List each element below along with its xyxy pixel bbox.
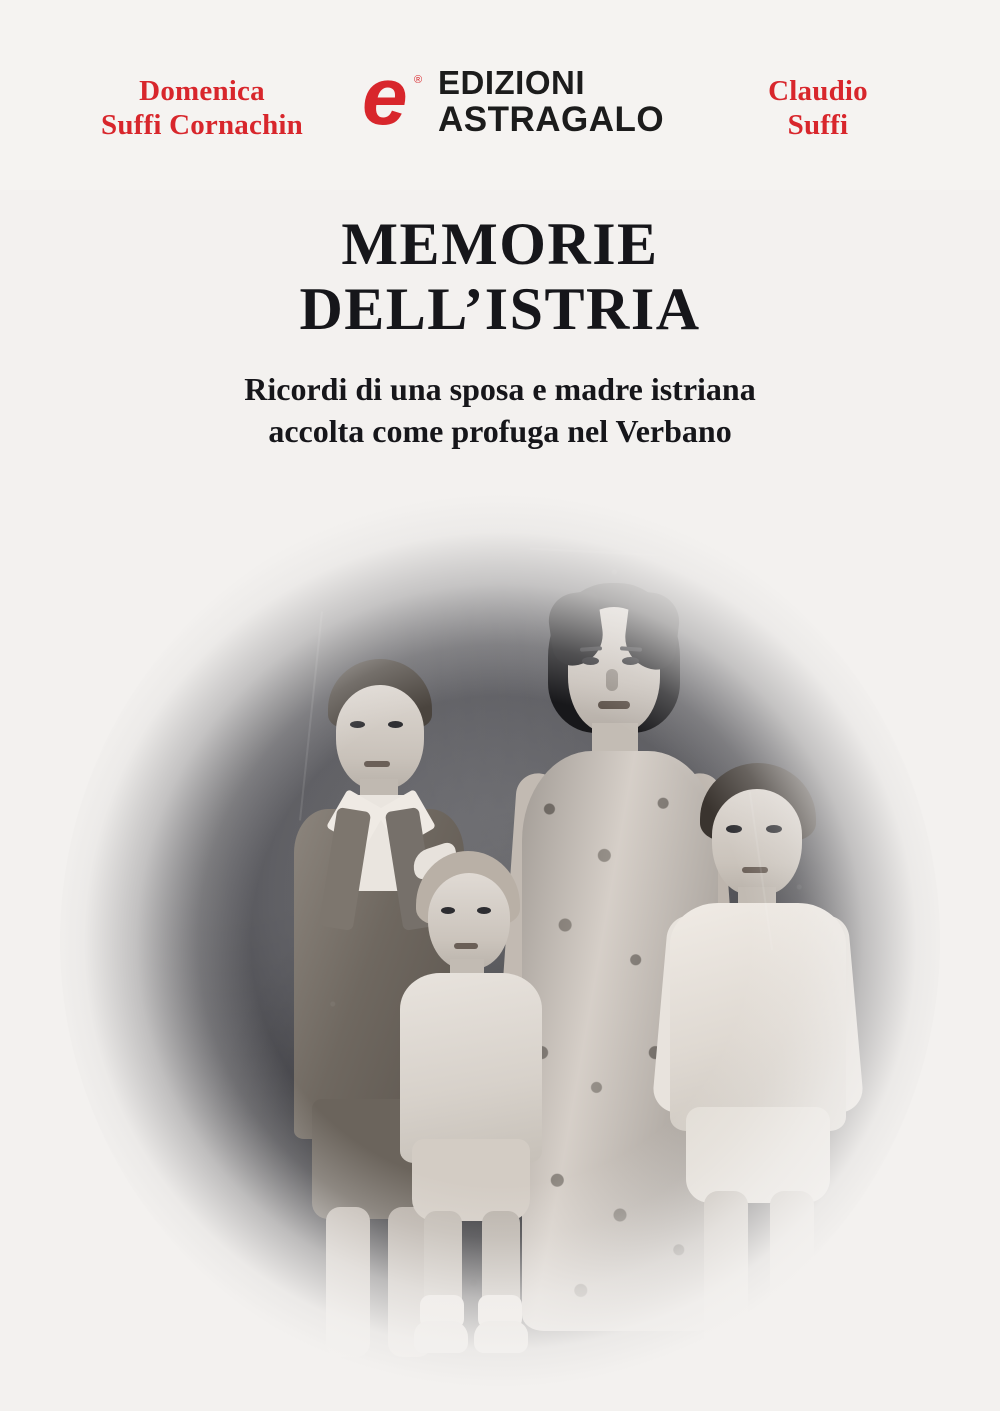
boy-left-eye-right bbox=[388, 721, 403, 728]
astragalo-e-icon bbox=[362, 51, 428, 142]
mother-brow-right bbox=[620, 646, 642, 652]
mother-nose bbox=[606, 669, 618, 691]
author-right bbox=[688, 74, 948, 142]
author-left bbox=[52, 74, 352, 142]
boy-left-leg-left bbox=[326, 1207, 370, 1357]
registered-mark-icon: ® bbox=[414, 74, 423, 86]
author-left-line1: Domenica bbox=[139, 75, 265, 107]
book-title-line1: MEMORIE bbox=[341, 211, 659, 277]
logo-glyph: e bbox=[362, 51, 408, 142]
boy-right-shirt bbox=[670, 903, 846, 1131]
boy-right-leg-right bbox=[770, 1191, 814, 1381]
publisher-name bbox=[438, 66, 664, 138]
figure-boy-right bbox=[652, 763, 862, 1383]
boy-right-mouth bbox=[742, 867, 768, 873]
book-title bbox=[0, 212, 1000, 342]
mother-brow-left bbox=[580, 646, 602, 652]
mother-mouth bbox=[598, 701, 630, 709]
publisher-logo bbox=[362, 51, 665, 146]
boy-right-leg-left bbox=[704, 1191, 748, 1381]
publisher-name-line2: ASTRAGALO bbox=[438, 99, 665, 139]
girl-shoe-right bbox=[474, 1321, 528, 1353]
publisher-name-line1: EDIZIONI bbox=[438, 64, 586, 101]
book-subtitle bbox=[0, 368, 1000, 453]
girl-eye-left bbox=[441, 907, 455, 914]
girl-mouth bbox=[454, 943, 478, 949]
photo-subject-area bbox=[60, 491, 940, 1391]
mother-eye-right bbox=[622, 657, 639, 665]
figure-girl-front bbox=[378, 843, 568, 1363]
boy-left-eye-left bbox=[350, 721, 365, 728]
mother-eye-left bbox=[582, 657, 599, 665]
author-left-line2: Suffi Cornachin bbox=[100, 109, 303, 142]
girl-shoe-left bbox=[414, 1321, 468, 1353]
author-right-line2: Suffi bbox=[787, 109, 849, 142]
cover-photograph bbox=[0, 470, 1000, 1411]
book-title-line2: DELL’ISTRIA bbox=[299, 275, 701, 342]
book-subtitle-line2: accolta come profuga nel Verbano bbox=[268, 413, 732, 450]
boy-left-face bbox=[336, 685, 424, 789]
boy-right-eye-left bbox=[726, 825, 742, 833]
girl-shirt bbox=[400, 973, 542, 1163]
book-subtitle-line1: Ricordi di una sposa e madre istriana bbox=[244, 370, 756, 407]
girl-eye-right bbox=[477, 907, 491, 914]
author-right-line1: Claudio bbox=[768, 75, 868, 107]
boy-right-face bbox=[712, 789, 802, 895]
boy-left-mouth bbox=[364, 761, 390, 767]
boy-right-eye-right bbox=[766, 825, 782, 833]
girl-shorts bbox=[412, 1139, 530, 1221]
girl-face bbox=[428, 873, 510, 969]
title-block bbox=[0, 212, 1000, 453]
boy-right-shorts bbox=[686, 1107, 830, 1203]
